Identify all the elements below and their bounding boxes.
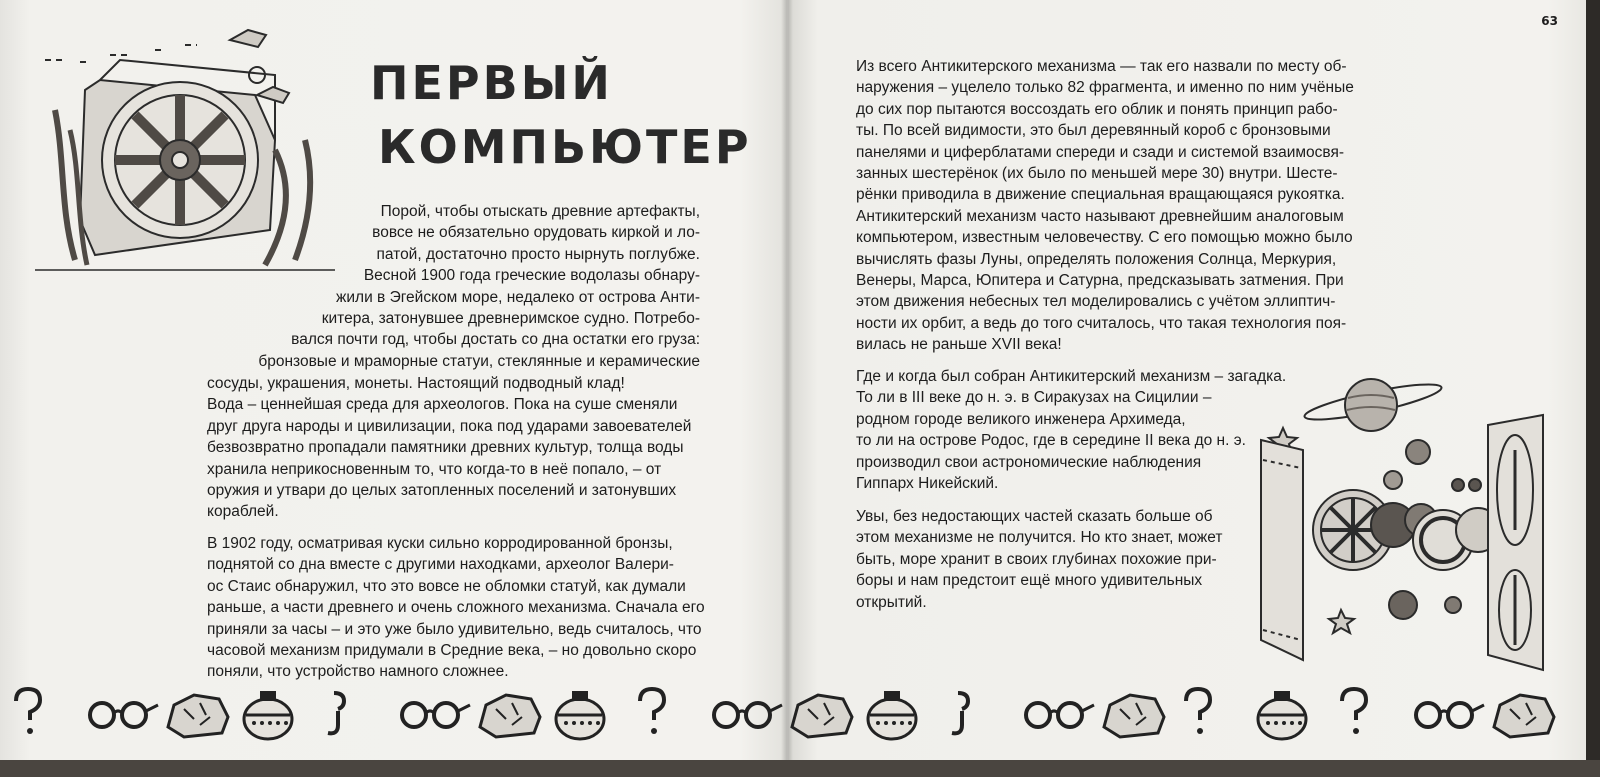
book-gutter bbox=[781, 0, 793, 760]
text-line: быть, море хранит в своих глубинах похожие при- bbox=[856, 550, 1217, 568]
text-line: родном городе великого инженера Архимеда, bbox=[856, 410, 1186, 428]
title-line-1: ПЕРВЫЙ bbox=[370, 56, 613, 110]
text-line: безвозвратно пропадали памятники древних культур, толща воды bbox=[207, 439, 684, 457]
hook-icon bbox=[328, 693, 344, 733]
text-line: до сих пор пытаются воссоздать его облик и понять принцип рабо- bbox=[856, 100, 1338, 118]
exploded-mechanism-illustration bbox=[1243, 370, 1558, 690]
text-line: то ли на острове Родос, где в середине II века до н. э. bbox=[856, 432, 1246, 450]
text-line: Из всего Антикитерского механизма — так его назвали по месту об- bbox=[856, 58, 1347, 75]
border-symbols bbox=[0, 683, 1570, 743]
text-line: этом движения небесных тел моделировались с учётом эллиптич- bbox=[856, 293, 1336, 311]
text-line: Увы, без недостающих частей сказать больше об bbox=[856, 508, 1213, 525]
text-line: открытий. bbox=[856, 593, 927, 611]
question-mark-icon bbox=[640, 689, 664, 734]
text-line: производил свои астрономические наблюдения bbox=[856, 453, 1202, 471]
text-line: компьютером, известным человечеству. С его помощью можно было bbox=[856, 229, 1353, 247]
text-line: ты. По всей видимости, это был деревянный короб с бронзовыми bbox=[856, 122, 1331, 140]
text-line: ос Стаис обнаружил, что это вовсе не обломки статуй, как думали bbox=[207, 577, 686, 595]
text-line: панелями и циферблатами спереди и сзади и системой взаимосвя- bbox=[856, 143, 1345, 161]
rock-icon bbox=[792, 695, 852, 737]
glasses-icon bbox=[90, 703, 158, 727]
title-line-2: КОМПЬЮТЕР bbox=[378, 120, 752, 174]
text-line: рёнки приводила в движение специальная вращающаяся рукоятка. bbox=[856, 186, 1345, 204]
text-line: бронзовые и мраморные статуи, стеклянные и керамические bbox=[258, 352, 700, 370]
left-paragraph-1 bbox=[207, 373, 691, 523]
right-page bbox=[788, 0, 1588, 760]
text-line: Порой, чтобы отыскать древние артефакты, bbox=[380, 203, 700, 220]
text-line: часовой механизм придумали в Средние века, – но довольно скоро bbox=[207, 642, 697, 660]
intro-paragraph bbox=[258, 201, 700, 372]
rock-icon bbox=[480, 695, 540, 737]
text-line: Венеры, Марса, Юпитера и Сатурна, предсказывать затмения. При bbox=[856, 272, 1344, 290]
vase-icon bbox=[1258, 691, 1306, 739]
glasses-icon bbox=[1416, 703, 1484, 727]
text-line: приняли за часы – и это уже было удивительно, ведь считалось, что bbox=[207, 620, 702, 638]
text-line: Антикитерский механизм часто называют древнейшим аналоговым bbox=[856, 207, 1344, 225]
rock-icon bbox=[1104, 695, 1164, 737]
glasses-icon bbox=[1026, 703, 1094, 727]
text-line: вилась не раньше XVII века! bbox=[856, 336, 1062, 354]
left-page bbox=[0, 0, 788, 760]
text-line: сосуды, украшения, монеты. Настоящий подводный клад! bbox=[207, 375, 625, 392]
rock-icon bbox=[168, 695, 228, 737]
text-line: занных шестерёнок (их было по меньшей мере 30) внутри. Шесте- bbox=[856, 165, 1338, 183]
glasses-icon bbox=[714, 703, 782, 727]
text-line: ности их орбит, а ведь до того считалось, что такая технология поя- bbox=[856, 314, 1347, 332]
text-line: кораблей. bbox=[207, 503, 279, 521]
text-line: вовсе не обязательно орудовать киркой и ло- bbox=[372, 224, 700, 242]
text-line: хранила неприкосновенным то, что когда-то в неё попало, – от bbox=[207, 460, 662, 478]
text-line: Гиппарх Никейский. bbox=[856, 475, 999, 493]
left-paragraph-2 bbox=[207, 533, 705, 683]
text-line: В 1902 году, осматривая куски сильно корродированной бронзы, bbox=[207, 535, 673, 552]
text-line: раньше, а части древнего и очень сложного механизма. Сначала его bbox=[207, 599, 705, 617]
vase-icon bbox=[244, 691, 292, 739]
text-line: Вода – ценнейшая среда для археологов. Пока на суше сменяли bbox=[207, 396, 678, 414]
text-line: поняли, что устройство намного сложнее. bbox=[207, 663, 509, 681]
text-line: друг друга народы и цивилизации, пока под ударами завоевателей bbox=[207, 417, 692, 435]
page-number: 63 bbox=[1541, 14, 1558, 28]
hook-icon bbox=[952, 693, 968, 733]
right-paragraph-1 bbox=[856, 56, 1354, 356]
text-line: Весной 1900 года греческие водолазы обнару- bbox=[363, 267, 700, 285]
text-line: китера, затонувшее древнеримское судно. Потребо- bbox=[321, 310, 700, 328]
text-line: оружия и утвари до целых затопленных поселений и затонувших bbox=[207, 482, 677, 500]
text-line: наружения – уцелело только 82 фрагмента, и именно по ним учёные bbox=[856, 79, 1354, 97]
text-line: То ли в III веке до н. э. в Сиракузах на Сицилии – bbox=[856, 389, 1212, 407]
question-mark-icon bbox=[16, 689, 40, 734]
text-line: вался почти год, чтобы достать со дна остатки его груза: bbox=[291, 331, 700, 349]
decorative-border bbox=[0, 683, 1570, 743]
question-mark-icon bbox=[1342, 689, 1366, 734]
text-line: боры и нам предстоит ещё много удивительных bbox=[856, 572, 1203, 590]
text-line: жили в Эгейском море, недалеко от острова Анти- bbox=[336, 288, 700, 306]
text-line: этом механизме не получится. Но кто знает, может bbox=[856, 529, 1223, 547]
table-surface bbox=[0, 760, 1600, 777]
text-line: вычислять фазы Луны, определять положения Солнца, Меркурия, bbox=[856, 250, 1337, 268]
right-paragraph-3 bbox=[856, 506, 1222, 613]
vase-icon bbox=[868, 691, 916, 739]
page-title bbox=[370, 56, 752, 174]
glasses-icon bbox=[402, 703, 470, 727]
question-mark-icon bbox=[1186, 689, 1210, 734]
text-line: Где и когда был собран Антикитерский механизм – загадка. bbox=[856, 368, 1287, 385]
vase-icon bbox=[556, 691, 604, 739]
right-paragraph-2 bbox=[856, 366, 1286, 494]
text-line: поднятой со дна вместе с другими находками, археолог Валери- bbox=[207, 556, 674, 574]
book-edge bbox=[1586, 0, 1600, 777]
text-line: патой, достаточно просто нырнуть поглубже. bbox=[376, 245, 700, 263]
rock-icon bbox=[1494, 695, 1554, 737]
